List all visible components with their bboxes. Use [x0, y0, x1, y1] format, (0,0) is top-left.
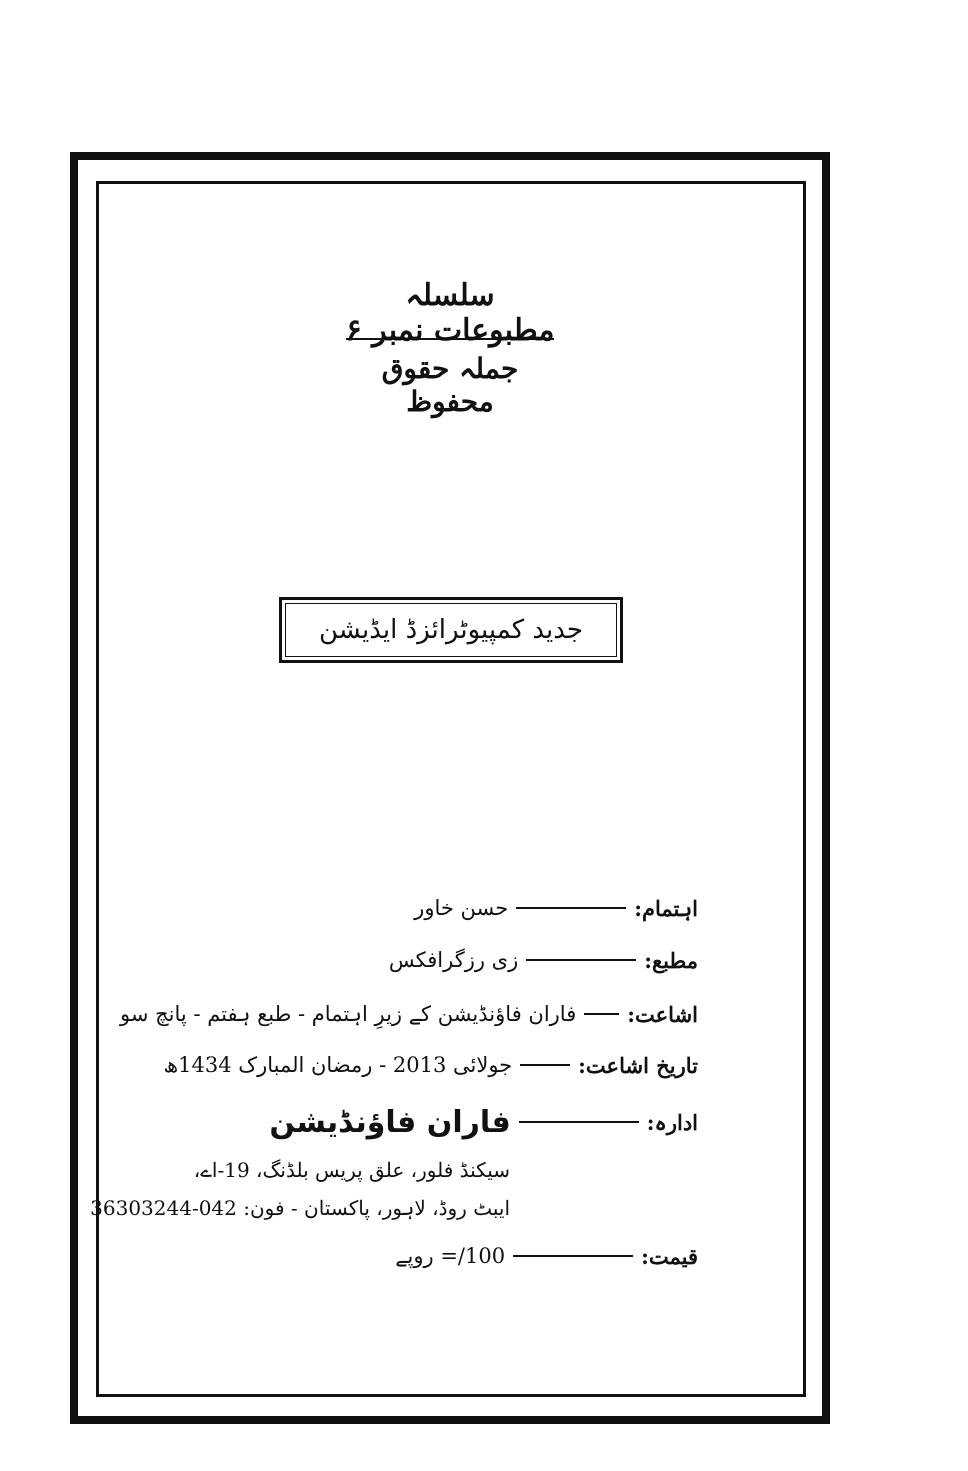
- detail-row-publication: [120, 994, 698, 1034]
- institution-name: فاران فاؤنڈیشن: [269, 1104, 511, 1140]
- dash-rule: [526, 959, 636, 961]
- series-title: سلسلہ مطبوعات نمبر ۶: [345, 278, 555, 348]
- detail-value: جولائی 2013 - رمضان المبارک 1434ھ: [163, 1053, 513, 1077]
- price-label: قیمت:: [641, 1243, 698, 1269]
- edition-label: جدید کمپیوٹرائزڈ ایڈیشن: [285, 603, 617, 657]
- detail-label: مطبع:: [644, 947, 698, 973]
- detail-value: حسن خاور: [414, 896, 509, 920]
- dash-rule: [519, 1121, 639, 1123]
- dash-rule: [513, 1255, 633, 1257]
- price-value: 100/= روپے: [395, 1244, 506, 1268]
- detail-label: ادارہ:: [646, 1109, 698, 1135]
- dash-rule: [516, 907, 626, 909]
- address-line-1: سیکنڈ فلور، علق پریس بلڈنگ، 19-اے،: [193, 1158, 510, 1182]
- address-line-2: ایبٹ روڈ، لاہور، پاکستان - فون: 042-36303244: [90, 1196, 510, 1220]
- detail-row-printer: [120, 940, 698, 980]
- detail-row-management: [120, 888, 698, 928]
- edition-box: [279, 597, 623, 663]
- detail-value: زی رزگرافکس: [388, 948, 519, 972]
- detail-row-institution: [120, 1102, 698, 1142]
- detail-row-date: [120, 1045, 698, 1085]
- detail-label: اہتمام:: [634, 895, 698, 921]
- title-underline: [346, 338, 554, 340]
- rights-reserved: جملہ حقوق محفوظ: [381, 352, 519, 418]
- dash-rule: [584, 1013, 619, 1015]
- detail-label: اشاعت:: [627, 1001, 698, 1027]
- dash-rule: [520, 1064, 570, 1066]
- detail-label: تاریخ اشاعت:: [578, 1052, 698, 1078]
- detail-row-price: [120, 1236, 698, 1276]
- detail-value: فاران فاؤنڈیشن کے زیرِ اہتمام - طبع ہفتم - پانچ سو: [120, 1002, 577, 1026]
